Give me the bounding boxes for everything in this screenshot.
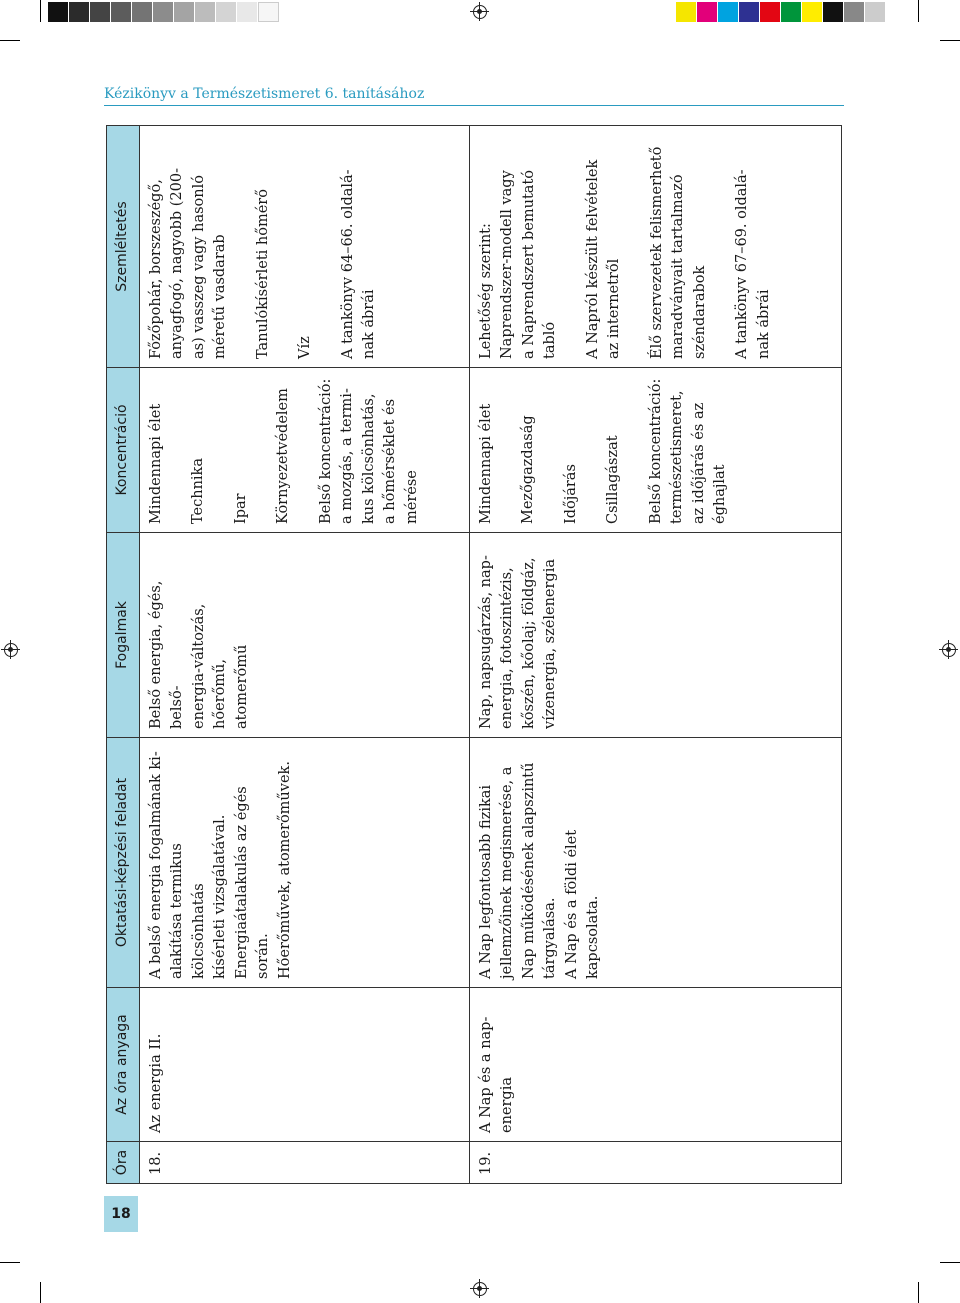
crop-mark [0, 1262, 20, 1263]
table-header-row [107, 126, 140, 1184]
crop-mark [0, 40, 20, 41]
column-header-fogalmak: Fogalmak [107, 533, 140, 738]
lesson-table-wrapper [106, 126, 842, 1184]
lesson-task: A belső energia fogalmának ki- alakítása termikus kölcsönhatás kísérleti vizsgálatával. Energiaátalakulás az égés során. Hőerőművek, atomerőművek. [139, 738, 469, 988]
lesson-topic: A Nap és a nap- energia [469, 988, 842, 1142]
column-header-szemleltetes: Szemléltetés [107, 126, 140, 368]
column-header-anyag: Az óra anyaga [107, 988, 140, 1142]
lesson-concentration: Mindennapi élet Technika Ipar Környezetvédelem Belső koncentráció: a mozgás, a termi- kus kölcsönhatás, a hőmérséklet és mérése [139, 368, 469, 533]
crop-mark [940, 40, 960, 41]
table-row [469, 126, 842, 1184]
color-calibration-strip [676, 2, 886, 22]
registration-mark-icon [473, 1282, 487, 1296]
crop-mark [940, 1262, 960, 1263]
grayscale-calibration-strip [48, 2, 279, 22]
column-header-feladat: Oktatási-képzési feladat [107, 738, 140, 988]
table-row [139, 126, 469, 1184]
registration-mark-icon [942, 643, 956, 657]
registration-mark-icon [4, 643, 18, 657]
lesson-concepts: Belső energia, égés, belső- energia-változás, hőerőmű, atomerőmű [139, 533, 469, 738]
crop-mark [40, 0, 41, 22]
lesson-demonstration: Főzőpohár, borszeszégő, anyagfogó, nagyobb (200- as) vasszeg vagy hasonló méretű vasdarab Tanulókísérleti hőmérő Víz A tankönyv 64–66. oldalá- nak ábrái [139, 126, 469, 368]
lesson-plan-table [106, 125, 842, 1184]
page-number-badge: 18 [104, 1196, 138, 1232]
lesson-number: 18. [139, 1142, 469, 1184]
crop-mark [918, 1282, 919, 1303]
column-header-ora: Óra [107, 1142, 140, 1184]
column-header-koncentracio: Koncentráció [107, 368, 140, 533]
crop-mark [40, 1282, 41, 1303]
running-header-title: Kézikönyv a Természetismeret 6. tanításához [104, 86, 844, 106]
crop-mark [918, 0, 919, 22]
lesson-concentration: Mindennapi élet Mezőgazdaság Időjárás Csillagászat Belső koncentráció: természetismeret, az időjárás és az éghajlat [469, 368, 842, 533]
lesson-task: A Nap legfontosabb fizikai jellemzőinek megismerése, a Nap működésének alapszintű tárgyalása. A Nap és a földi élet kapcsolata. [469, 738, 842, 988]
lesson-topic: Az energia II. [139, 988, 469, 1142]
registration-mark-icon [473, 5, 487, 19]
lesson-number: 19. [469, 1142, 842, 1184]
lesson-concepts: Nap, napsugárzás, nap- energia, fotoszintézis, kőszén, kőolaj; földgáz, vízenergia, szélenergia [469, 533, 842, 738]
lesson-demonstration: Lehetőség szerint: Naprendszer-modell vagy a Naprendszert bemutató tabló A Napról készült felvételek az internetről Élő szervezetek felismerhető maradványait tartalmazó széndarabok A tankönyv 67–69. oldalá- nak ábrái [469, 126, 842, 368]
